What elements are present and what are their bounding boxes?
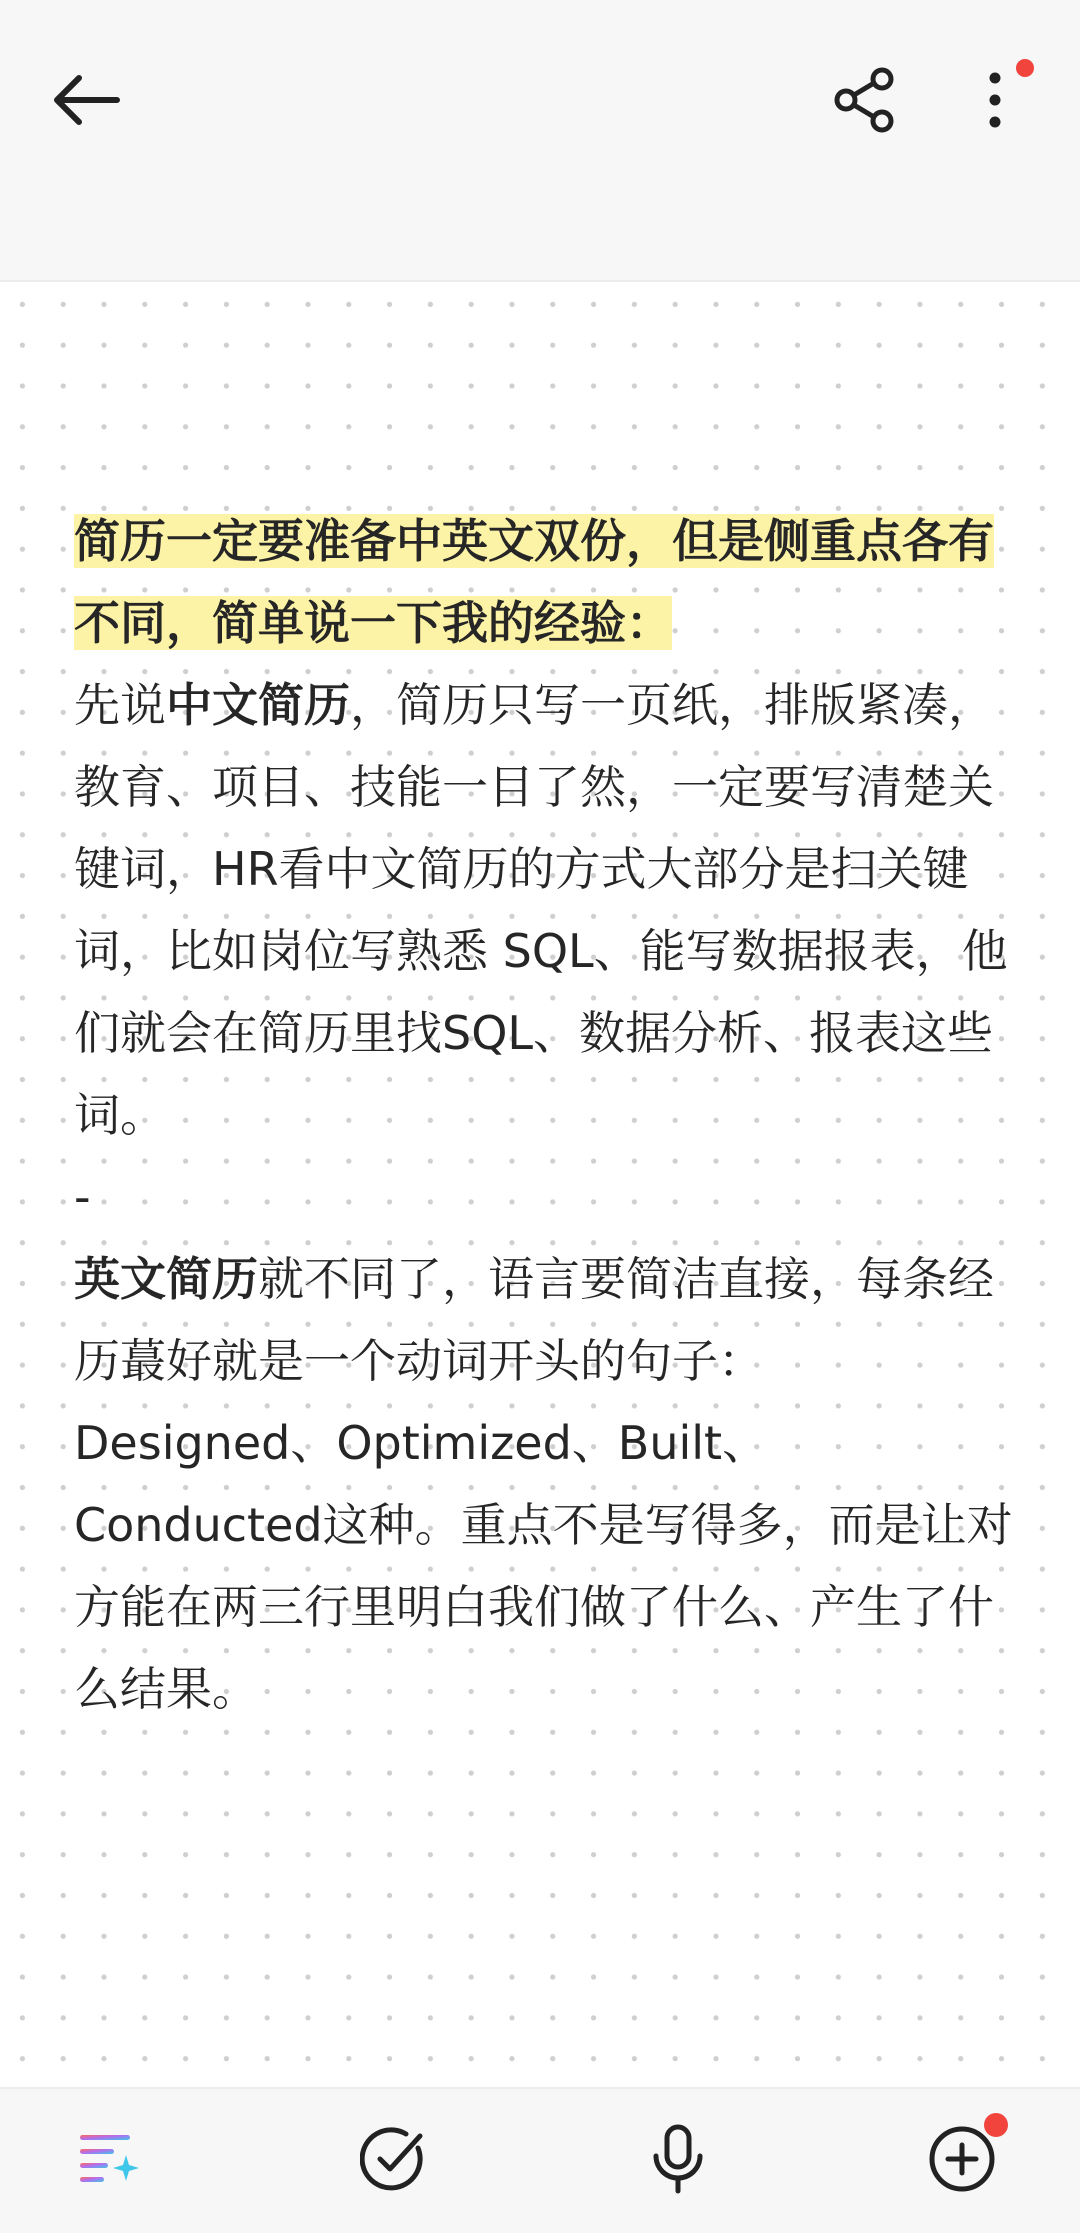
- share-icon: [830, 65, 900, 135]
- notification-dot: [984, 2113, 1008, 2137]
- check-circle-icon: [360, 2126, 426, 2192]
- note-paragraph-1: [74, 500, 1014, 664]
- note-body[interactable]: [74, 500, 1014, 1730]
- highlighted-heading: 简历一定要准备中英文双份，但是侧重点各有不同，简单说一下我的经验：: [74, 514, 994, 650]
- paragraph-3-text: 就不同了，语言要简洁直接，每条经历蕞好就是一个动词开头的句子：Designed、Optimized、Built、Conducted这种。重点不是写得多，而是让对方能在两三行里明白我们做了什么、产生了什么结果。: [74, 1252, 1013, 1716]
- microphone-icon: [650, 2124, 706, 2194]
- voice-input-button[interactable]: [628, 2109, 728, 2209]
- notification-dot: [1016, 59, 1034, 77]
- top-toolbar: [0, 0, 1080, 282]
- add-button[interactable]: [912, 2109, 1012, 2209]
- ai-sparkle-list-icon: [78, 2131, 142, 2187]
- paragraph-2-text: ，简历只写一页纸，排版紧凑，教育、项目、技能一目了然，一定要写清楚关键词，HR看中文简历的方式大部分是扫关键词，比如岗位写熟悉 SQL、能写数据报表，他们就会在简历里找SQL、数据分析、报表这些词。: [74, 678, 1008, 1142]
- note-paragraph-3: [74, 1238, 1014, 1730]
- ai-assistant-button[interactable]: [60, 2109, 160, 2209]
- arrow-left-icon: [45, 70, 125, 130]
- bottom-toolbar: [0, 2087, 1080, 2233]
- note-separator: -: [74, 1170, 91, 1224]
- todo-button[interactable]: [343, 2109, 443, 2209]
- add-circle-icon: [928, 2125, 996, 2193]
- bold-english-resume: 英文简历: [74, 1252, 258, 1306]
- paragraph-2-prefix: 先说: [74, 678, 166, 732]
- bold-chinese-resume: 中文简历: [166, 678, 350, 732]
- share-button[interactable]: [820, 55, 910, 145]
- note-editor[interactable]: [0, 282, 1080, 2087]
- more-vertical-icon: [985, 68, 1005, 132]
- note-paragraph-2: [74, 664, 1014, 1156]
- more-options-button[interactable]: [960, 55, 1030, 145]
- back-button[interactable]: [40, 60, 130, 140]
